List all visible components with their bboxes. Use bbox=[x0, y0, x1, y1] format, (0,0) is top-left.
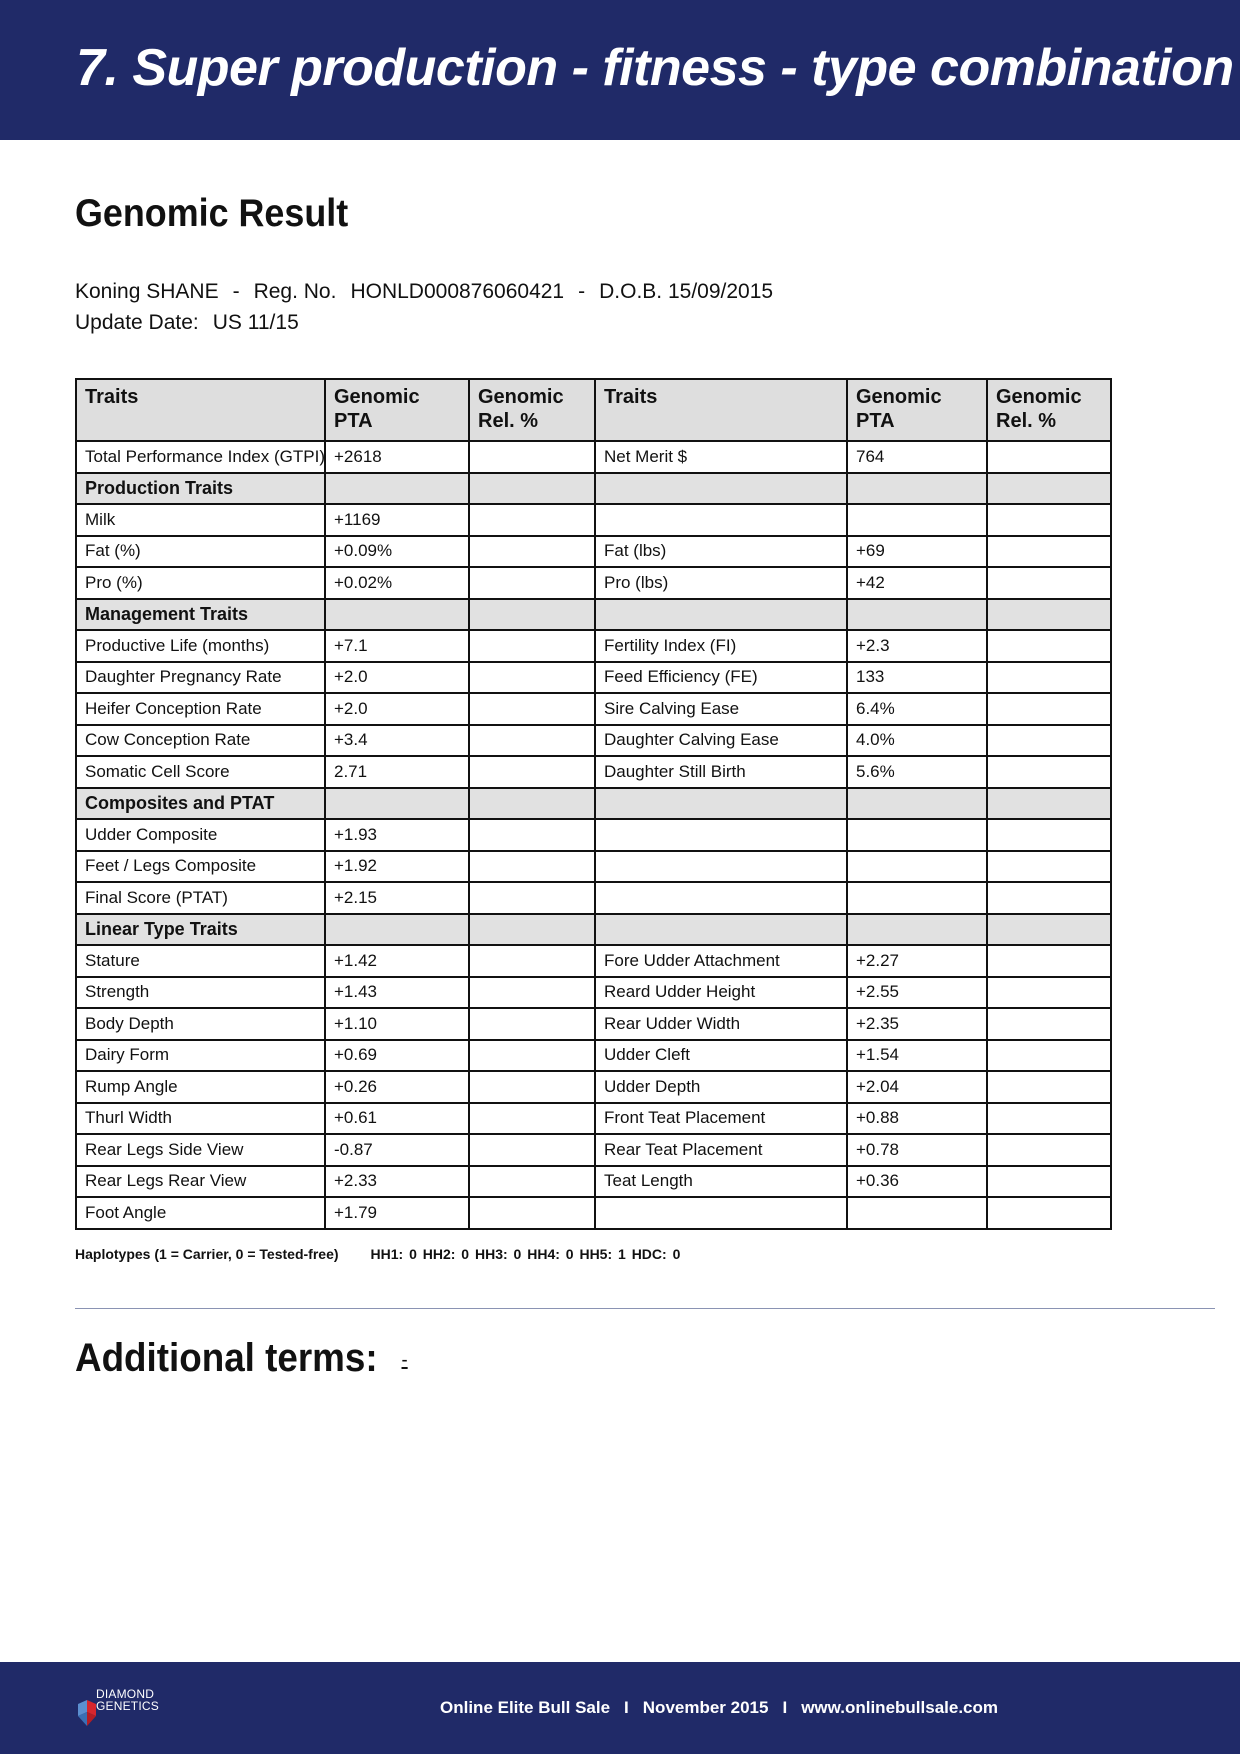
table-cell: Udder Cleft bbox=[595, 1040, 847, 1072]
footer-text bbox=[440, 1698, 998, 1718]
table-cell: +2.0 bbox=[325, 693, 469, 725]
table-cell: 6.4% bbox=[847, 693, 987, 725]
table-cell: Productive Life (months) bbox=[76, 630, 325, 662]
dob-label: D.O.B. bbox=[599, 280, 663, 303]
footer-separator: I bbox=[782, 1698, 788, 1717]
table-cell bbox=[987, 819, 1111, 851]
table-cell bbox=[987, 567, 1111, 599]
table-cell: Feet / Legs Composite bbox=[76, 851, 325, 883]
table-cell bbox=[987, 693, 1111, 725]
table-cell: +2.04 bbox=[847, 1071, 987, 1103]
table-cell: Total Performance Index (GTPI) bbox=[76, 441, 325, 473]
table-cell bbox=[847, 1197, 987, 1229]
table-cell: Stature bbox=[76, 945, 325, 977]
table-cell: +1.93 bbox=[325, 819, 469, 851]
table-cell bbox=[987, 1103, 1111, 1135]
table-cell bbox=[469, 567, 595, 599]
table-cell bbox=[469, 1166, 595, 1198]
table-cell: Somatic Cell Score bbox=[76, 756, 325, 788]
table-cell: Udder Depth bbox=[595, 1071, 847, 1103]
table-cell bbox=[469, 882, 595, 914]
table-cell bbox=[595, 819, 847, 851]
table-cell: +1.54 bbox=[847, 1040, 987, 1072]
category-label: Linear Type Traits bbox=[76, 914, 325, 946]
logo-line-2: GENETICS bbox=[96, 1699, 159, 1713]
category-row bbox=[76, 473, 1111, 505]
table-cell bbox=[595, 851, 847, 883]
table-cell: Rear Teat Placement bbox=[595, 1134, 847, 1166]
table-cell: Fertility Index (FI) bbox=[595, 630, 847, 662]
table-cell bbox=[469, 1197, 595, 1229]
table-row bbox=[76, 693, 1111, 725]
footer-separator: I bbox=[624, 1698, 629, 1717]
table-cell: Fat (lbs) bbox=[595, 536, 847, 568]
table-row bbox=[76, 882, 1111, 914]
table-cell bbox=[987, 788, 1111, 820]
table-cell: 5.6% bbox=[847, 756, 987, 788]
table-cell: +1.79 bbox=[325, 1197, 469, 1229]
table-cell: Feed Efficiency (FE) bbox=[595, 662, 847, 694]
table-row bbox=[76, 756, 1111, 788]
header-band bbox=[0, 0, 1240, 140]
table-cell: 2.71 bbox=[325, 756, 469, 788]
table-cell bbox=[469, 1134, 595, 1166]
table-cell: +1.10 bbox=[325, 1008, 469, 1040]
additional-terms-label: Additional terms: bbox=[75, 1336, 378, 1380]
table-row bbox=[76, 1166, 1111, 1198]
table-cell: +0.26 bbox=[325, 1071, 469, 1103]
table-cell bbox=[469, 977, 595, 1009]
column-header: Traits bbox=[595, 379, 847, 441]
table-cell: Heifer Conception Rate bbox=[76, 693, 325, 725]
category-row bbox=[76, 788, 1111, 820]
table-row bbox=[76, 662, 1111, 694]
table-cell bbox=[469, 536, 595, 568]
haplotypes-line bbox=[75, 1246, 680, 1262]
bull-name: Koning SHANE bbox=[75, 280, 219, 303]
table-cell bbox=[595, 473, 847, 505]
category-row bbox=[76, 599, 1111, 631]
table-cell bbox=[847, 851, 987, 883]
table-cell bbox=[469, 819, 595, 851]
table-cell bbox=[987, 851, 1111, 883]
table-cell bbox=[469, 756, 595, 788]
haplotypes-values: HH1: 0 HH2: 0 HH3: 0 HH4: 0 HH5: 1 HDC: 0 bbox=[370, 1246, 681, 1262]
table-cell: +1.42 bbox=[325, 945, 469, 977]
table-cell: Thurl Width bbox=[76, 1103, 325, 1135]
category-label: Production Traits bbox=[76, 473, 325, 505]
table-cell bbox=[987, 630, 1111, 662]
table-cell: 764 bbox=[847, 441, 987, 473]
table-cell: +0.88 bbox=[847, 1103, 987, 1135]
page-title: 7. Super production - fitness - type combination bbox=[76, 39, 1234, 97]
table-cell bbox=[847, 914, 987, 946]
table-cell: Udder Composite bbox=[76, 819, 325, 851]
category-row bbox=[76, 914, 1111, 946]
table-cell: Milk bbox=[76, 504, 325, 536]
table-cell: Rear Legs Side View bbox=[76, 1134, 325, 1166]
table-cell bbox=[469, 662, 595, 694]
table-cell bbox=[469, 441, 595, 473]
table-cell: Teat Length bbox=[595, 1166, 847, 1198]
table-cell: +69 bbox=[847, 536, 987, 568]
table-cell: Dairy Form bbox=[76, 1040, 325, 1072]
table-cell: +3.4 bbox=[325, 725, 469, 757]
table-row bbox=[76, 945, 1111, 977]
table-cell: Daughter Still Birth bbox=[595, 756, 847, 788]
table-row bbox=[76, 504, 1111, 536]
column-header: Genomic Rel. % bbox=[469, 379, 595, 441]
table-cell: +0.09% bbox=[325, 536, 469, 568]
table-cell bbox=[987, 441, 1111, 473]
table-cell bbox=[987, 945, 1111, 977]
table-cell bbox=[595, 788, 847, 820]
footer-url[interactable]: www.onlinebullsale.com bbox=[801, 1698, 998, 1717]
table-cell bbox=[987, 599, 1111, 631]
table-row bbox=[76, 1040, 1111, 1072]
table-cell: Body Depth bbox=[76, 1008, 325, 1040]
diamond-logo-icon bbox=[76, 1694, 98, 1728]
table-cell bbox=[987, 756, 1111, 788]
diamond-genetics-logo bbox=[76, 1686, 186, 1736]
table-cell bbox=[469, 914, 595, 946]
table-cell bbox=[469, 1008, 595, 1040]
table-cell: 133 bbox=[847, 662, 987, 694]
table-cell bbox=[469, 599, 595, 631]
table-cell bbox=[987, 1166, 1111, 1198]
table-cell bbox=[469, 851, 595, 883]
table-cell: +2618 bbox=[325, 441, 469, 473]
table-cell: +1169 bbox=[325, 504, 469, 536]
table-cell bbox=[847, 882, 987, 914]
table-cell: +1.92 bbox=[325, 851, 469, 883]
table-cell: +2.3 bbox=[847, 630, 987, 662]
table-cell: Net Merit $ bbox=[595, 441, 847, 473]
column-header: Genomic PTA bbox=[325, 379, 469, 441]
table-row bbox=[76, 536, 1111, 568]
table-cell bbox=[987, 1008, 1111, 1040]
table-row bbox=[76, 630, 1111, 662]
table-cell bbox=[325, 914, 469, 946]
table-cell: -0.87 bbox=[325, 1134, 469, 1166]
table-cell bbox=[987, 725, 1111, 757]
table-cell bbox=[847, 819, 987, 851]
table-cell bbox=[469, 473, 595, 505]
table-cell bbox=[469, 725, 595, 757]
table-row bbox=[76, 1008, 1111, 1040]
footer-sale: Online Elite Bull Sale bbox=[440, 1698, 611, 1717]
table-cell bbox=[469, 1071, 595, 1103]
separator: - bbox=[232, 280, 240, 303]
table-cell: Foot Angle bbox=[76, 1197, 325, 1229]
category-label: Management Traits bbox=[76, 599, 325, 631]
table-row bbox=[76, 567, 1111, 599]
table-cell: Pro (%) bbox=[76, 567, 325, 599]
update-value: US 11/15 bbox=[212, 311, 299, 334]
table-cell bbox=[595, 599, 847, 631]
table-cell: +2.15 bbox=[325, 882, 469, 914]
footer-date: November 2015 bbox=[642, 1698, 769, 1717]
table-cell bbox=[469, 1040, 595, 1072]
table-cell bbox=[987, 662, 1111, 694]
table-cell bbox=[595, 882, 847, 914]
table-cell: +2.0 bbox=[325, 662, 469, 694]
table-cell bbox=[595, 504, 847, 536]
table-row bbox=[76, 819, 1111, 851]
column-header: Genomic Rel. % bbox=[987, 379, 1111, 441]
table-cell bbox=[469, 504, 595, 536]
table-cell bbox=[987, 536, 1111, 568]
logo-wordmark bbox=[96, 1688, 159, 1712]
table-cell bbox=[987, 1071, 1111, 1103]
table-cell: Front Teat Placement bbox=[595, 1103, 847, 1135]
table-cell: Rear Legs Rear View bbox=[76, 1166, 325, 1198]
table-cell bbox=[325, 473, 469, 505]
separator: - bbox=[578, 280, 586, 303]
table-cell: Daughter Pregnancy Rate bbox=[76, 662, 325, 694]
reg-label: Reg. No. bbox=[253, 280, 337, 303]
table-cell bbox=[847, 473, 987, 505]
table-cell bbox=[469, 945, 595, 977]
table-cell: Final Score (PTAT) bbox=[76, 882, 325, 914]
bull-info-line bbox=[75, 280, 773, 304]
table-cell bbox=[987, 504, 1111, 536]
table-cell bbox=[987, 473, 1111, 505]
table-cell bbox=[847, 788, 987, 820]
column-header: Genomic PTA bbox=[847, 379, 987, 441]
table-cell: Pro (lbs) bbox=[595, 567, 847, 599]
section-divider bbox=[75, 1308, 1215, 1309]
haplotypes-label: Haplotypes (1 = Carrier, 0 = Tested-free) bbox=[75, 1246, 339, 1262]
logo-line-1: DIAMOND bbox=[96, 1687, 155, 1701]
table-row bbox=[76, 851, 1111, 883]
table-cell bbox=[847, 504, 987, 536]
table-cell: Sire Calving Ease bbox=[595, 693, 847, 725]
table-cell: +2.55 bbox=[847, 977, 987, 1009]
table-cell bbox=[469, 788, 595, 820]
section-title: Genomic Result bbox=[75, 192, 349, 235]
table-cell: 4.0% bbox=[847, 725, 987, 757]
dob-value: 15/09/2015 bbox=[667, 280, 774, 303]
table-cell bbox=[847, 599, 987, 631]
table-cell: +1.43 bbox=[325, 977, 469, 1009]
table-cell bbox=[987, 882, 1111, 914]
table-cell: +7.1 bbox=[325, 630, 469, 662]
table-cell: Cow Conception Rate bbox=[76, 725, 325, 757]
table-cell bbox=[987, 1134, 1111, 1166]
table-cell bbox=[987, 914, 1111, 946]
table-row bbox=[76, 977, 1111, 1009]
table-cell bbox=[469, 630, 595, 662]
table-cell: +0.36 bbox=[847, 1166, 987, 1198]
table-row bbox=[76, 1134, 1111, 1166]
table-cell: +0.02% bbox=[325, 567, 469, 599]
table-cell bbox=[987, 1040, 1111, 1072]
table-cell bbox=[987, 977, 1111, 1009]
update-date-line bbox=[75, 311, 299, 335]
update-label: Update Date: bbox=[75, 311, 199, 334]
table-cell bbox=[987, 1197, 1111, 1229]
additional-terms-value: - bbox=[401, 1348, 408, 1371]
genomic-traits-table bbox=[75, 378, 1112, 1230]
table-cell: Strength bbox=[76, 977, 325, 1009]
table-header-row bbox=[76, 379, 1111, 441]
table-row bbox=[76, 1071, 1111, 1103]
table-cell: Rear Udder Width bbox=[595, 1008, 847, 1040]
table-cell bbox=[469, 693, 595, 725]
table-cell: +42 bbox=[847, 567, 987, 599]
table-cell bbox=[325, 788, 469, 820]
table-row bbox=[76, 441, 1111, 473]
table-cell: +2.27 bbox=[847, 945, 987, 977]
table-cell: +0.61 bbox=[325, 1103, 469, 1135]
table-row bbox=[76, 725, 1111, 757]
table-cell: Rump Angle bbox=[76, 1071, 325, 1103]
table-cell: +2.35 bbox=[847, 1008, 987, 1040]
column-header: Traits bbox=[76, 379, 325, 441]
table-cell: Fat (%) bbox=[76, 536, 325, 568]
table-cell bbox=[325, 599, 469, 631]
table-body bbox=[76, 441, 1111, 1229]
reg-number: HONLD000876060421 bbox=[350, 280, 565, 303]
table-cell: Reard Udder Height bbox=[595, 977, 847, 1009]
table-cell bbox=[595, 1197, 847, 1229]
category-label: Composites and PTAT bbox=[76, 788, 325, 820]
table-cell bbox=[595, 914, 847, 946]
table-cell: +0.69 bbox=[325, 1040, 469, 1072]
table-cell: Daughter Calving Ease bbox=[595, 725, 847, 757]
table-cell bbox=[469, 1103, 595, 1135]
additional-terms bbox=[75, 1336, 408, 1381]
footer-band bbox=[0, 1662, 1240, 1754]
table-row bbox=[76, 1197, 1111, 1229]
table-cell: +0.78 bbox=[847, 1134, 987, 1166]
table-row bbox=[76, 1103, 1111, 1135]
table-cell: +2.33 bbox=[325, 1166, 469, 1198]
table-cell: Fore Udder Attachment bbox=[595, 945, 847, 977]
